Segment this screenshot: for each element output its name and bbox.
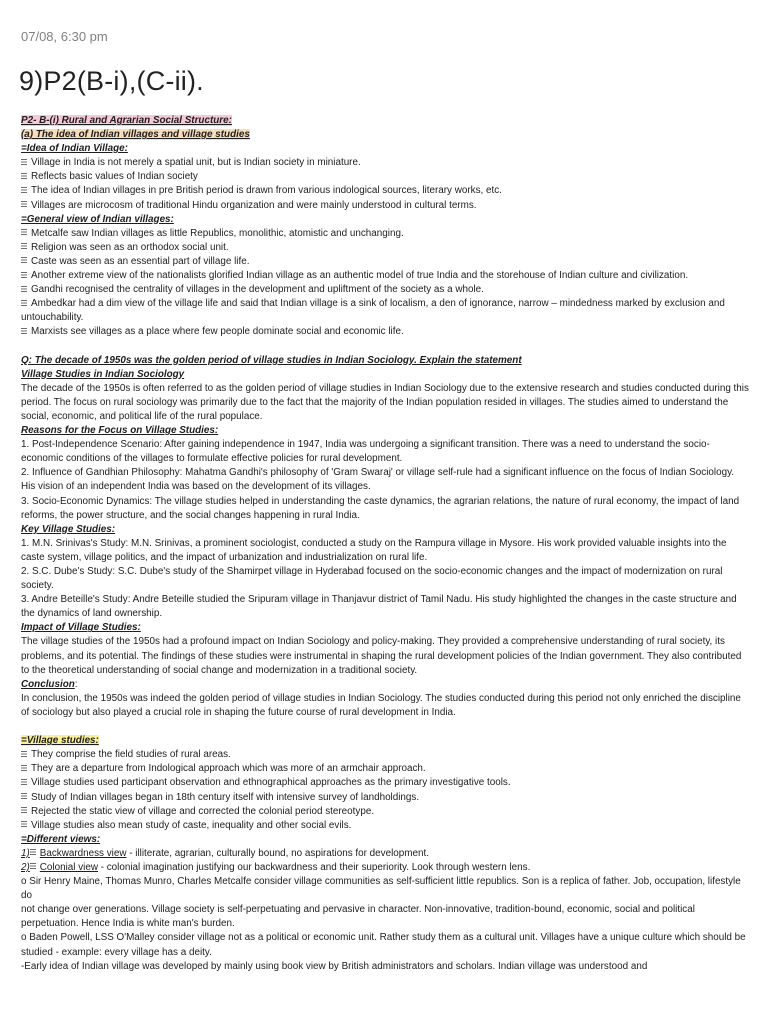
section-heading xyxy=(21,621,751,635)
bullet-item xyxy=(21,283,751,297)
bullet-text: Gandhi recognised the centrality of villages in the development and upliftment of the society as a whole. xyxy=(31,284,484,296)
list-bullet-icon xyxy=(21,243,27,250)
section-heading xyxy=(21,354,751,368)
paragraph: 3. Andre Beteille's Study: Andre Beteille studied the Sripuram village in Thanjavur district of Tamil Nadu. His study highlighted the changes in the caste structure and the dynamics of land ownership. xyxy=(21,594,737,620)
heading-text: (a) The idea of Indian villages and village studies xyxy=(21,129,250,141)
bullet-item xyxy=(21,762,751,776)
paragraph: The village studies of the 1950s had a profound impact on Indian Sociology and policy-making. They provided a comprehensive understanding of rural society, its problems, and its potential. The findings of these studies were instrumental in shaping the rural development policies of the Indian government. They also contributed to the theoretical understanding of social change and modernization in a traditional society. xyxy=(21,636,742,676)
list-bullet-icon xyxy=(21,201,27,208)
bullet-text: Rejected the static view of village and corrected the colonial period stereotype. xyxy=(31,805,375,817)
section-heading xyxy=(21,213,751,227)
bullet-text: The idea of Indian villages in pre British period is drawn from various indological sources, literary works, etc. xyxy=(31,185,502,197)
list-bullet-icon xyxy=(21,751,27,758)
heading-text: Reasons for the Focus on Village Studies: xyxy=(21,425,219,437)
bullet-text: Village studies also mean study of caste, inequality and other social evils. xyxy=(31,819,352,831)
view-label: Colonial view xyxy=(39,861,98,873)
view-label: Backwardness view xyxy=(39,847,127,859)
section-heading xyxy=(21,142,751,156)
conclusion-heading xyxy=(21,678,751,692)
list-bullet-icon xyxy=(21,300,27,307)
list-bullet-icon xyxy=(21,807,27,814)
paragraph: 2. Influence of Gandhian Philosophy: Mahatma Gandhi's philosophy of 'Gram Swaraj' or village self-rule had a significant influence on the focus of Indian Sociology. His vision of an independent India was based on the development of its villages. xyxy=(21,467,735,493)
paragraph: 3. Socio-Economic Dynamics: The village studies helped in understanding the caste dynamics, the agrarian relations, the nature of rural economy, the impact of land reforms, the power structure, and the social changes happening in rural India. xyxy=(21,495,740,521)
bullet-text: Marxists see villages as a place where few people dominate social and economic life. xyxy=(31,326,404,338)
bullet-text: Village in India is not merely a spatial unit, but is Indian society in miniature. xyxy=(31,157,361,169)
paragraph: not change over generations. Village society is self-perpetuating and pervasive in character. Non-innovative, tradition-bound, economic, social and political perpetuation. Hence India is white man's burden. xyxy=(21,904,695,930)
list-bullet-icon xyxy=(21,187,27,194)
section-heading xyxy=(21,424,751,438)
bullet-text: Another extreme view of the nationalists glorified Indian village as an authentic model of true India and the storehouse of Indian culture and civilization. xyxy=(31,270,689,282)
section-heading xyxy=(21,114,751,128)
bullet-item xyxy=(21,748,751,762)
view-description: - illiterate, agrarian, culturally bound, no aspirations for development. xyxy=(126,847,429,859)
bullet-text: Caste was seen as an essential part of village life. xyxy=(31,255,250,267)
paragraph: o Baden Powell, LSS O'Malley consider village not as a political or economic unit. Rather study them as a cultural unit. Villages have a unique culture which should be studied - example: every village has a deity. xyxy=(21,932,746,958)
heading-text: =General view of Indian villages: xyxy=(21,213,174,225)
section-heading xyxy=(21,833,751,847)
section-heading xyxy=(21,523,751,537)
bullet-text: Metcalfe saw Indian villages as little Republics, monolithic, atomistic and unchanging. xyxy=(31,227,404,239)
paragraph: 1. Post-Independence Scenario: After gaining independence in 1947, India was undergoing a significant transition. There was a need to understand the socio-economic conditions of the villages to formulate effective policies for rural development. xyxy=(21,439,710,465)
heading-text: Impact of Village Studies: xyxy=(21,622,141,634)
heading-text: =Idea of Indian Village: xyxy=(21,143,128,155)
paragraph: -Early idea of Indian village was developed by mainly using book view by British administrators and scholars. Indian village was understood and xyxy=(21,960,648,972)
view-number: 1) xyxy=(21,847,30,859)
list-bullet-icon xyxy=(21,765,27,772)
paragraph: In conclusion, the 1950s was indeed the golden period of village studies in Indian Sociology. The studies conducted during this period not only enriched the discipline of sociology but also played a crucial role in shaping the future course of rural development in India. xyxy=(21,692,741,718)
list-bullet-icon xyxy=(30,863,36,870)
heading-suffix: : xyxy=(74,678,78,690)
heading-text: P2- B-(i) Rural and Agrarian Social Structure: xyxy=(21,115,232,126)
bullet-text: Reflects basic values of Indian society xyxy=(31,171,198,183)
list-bullet-icon xyxy=(21,328,27,335)
bullet-text: They are a departure from Indological approach which was more of an armchair approach. xyxy=(31,763,426,775)
list-bullet-icon xyxy=(30,849,36,856)
list-bullet-icon xyxy=(21,779,27,786)
bullet-item xyxy=(21,170,751,184)
note-body xyxy=(21,114,751,974)
heading-text: Q: The decade of 1950s was the golden period of village studies in Indian Sociology. Explain the statement xyxy=(21,354,522,366)
note-title: 9)P2(B-i),(C-ii). xyxy=(19,66,204,96)
list-bullet-icon xyxy=(21,257,27,264)
list-bullet-icon xyxy=(21,286,27,293)
list-bullet-icon xyxy=(21,821,27,828)
heading-text: =Village studies: xyxy=(21,735,99,747)
bullet-item xyxy=(21,227,751,241)
bullet-item xyxy=(21,325,751,339)
bullet-text: Study of Indian villages began in 18th century itself with intensive survey of landholdings. xyxy=(31,791,420,803)
bullet-item xyxy=(21,805,751,819)
bullet-text: Village studies used participant observation and ethnographical approaches as the primary investigative tools. xyxy=(31,777,511,789)
bullet-item xyxy=(21,255,751,269)
bullet-item xyxy=(21,297,751,325)
heading-text: =Different views: xyxy=(21,833,101,845)
section-heading xyxy=(21,128,751,142)
list-bullet-icon xyxy=(21,793,27,800)
bullet-text: Ambedkar had a dim view of the village life and said that Indian village is a sink of localism, a den of ignorance, narrow – mindedness marked by exclusion and untouchability. xyxy=(21,298,725,324)
blank-line xyxy=(21,720,751,734)
view-item xyxy=(21,861,751,875)
heading-text: Key Village Studies: xyxy=(21,523,116,535)
bullet-item xyxy=(21,269,751,283)
bullet-item xyxy=(21,241,751,255)
paragraph: o Sir Henry Maine, Thomas Munro, Charles Metcalfe consider village communities as self-sufficient little republics. Son is a replica of father. Job, occupation, lifestyle do xyxy=(21,876,741,902)
list-bullet-icon xyxy=(21,173,27,180)
bullet-text: Villages are microcosm of traditional Hindu organization and were mainly understood in cultural terms. xyxy=(31,199,477,211)
bullet-item xyxy=(21,776,751,790)
bullet-item xyxy=(21,184,751,198)
paragraph: 1. M.N. Srinivas's Study: M.N. Srinivas, a prominent sociologist, conducted a study on the Rampura village in Mysore. His work provided valuable insights into the caste system, village politics, and the impact of urbanization and industrialization on rural life. xyxy=(21,537,727,563)
bullet-item xyxy=(21,199,751,213)
list-bullet-icon xyxy=(21,272,27,279)
note-timestamp: 07/08, 6:30 pm xyxy=(21,29,108,44)
paragraph: 2. S.C. Dube's Study: S.C. Dube's study of the Shamirpet village in Hyderabad focused on the socio-economic changes and the impact of modernization on rural society. xyxy=(21,566,723,592)
bullet-item xyxy=(21,791,751,805)
list-bullet-icon xyxy=(21,159,27,166)
list-bullet-icon xyxy=(21,229,27,236)
heading-text: Village Studies in Indian Sociology xyxy=(21,368,185,380)
view-description: - colonial imagination justifying our backwardness and their superiority. Look through western lens. xyxy=(97,861,531,873)
view-number: 2) xyxy=(21,861,30,873)
section-heading xyxy=(21,368,751,382)
view-item xyxy=(21,847,751,861)
bullet-item xyxy=(21,819,751,833)
heading-text: Conclusion xyxy=(21,678,75,690)
section-heading xyxy=(21,734,751,748)
paragraph: The decade of the 1950s is often referred to as the golden period of village studies in Indian Sociology due to the extensive research and studies conducted during this period. The focus on rural sociology was primarily due to the fact that the majority of the Indian population resided in villages. The studies aimed to understand the social, economic, and political life of the rural populace. xyxy=(21,382,749,422)
bullet-text: They comprise the field studies of rural areas. xyxy=(31,749,231,761)
bullet-item xyxy=(21,156,751,170)
bullet-text: Religion was seen as an orthodox social unit. xyxy=(31,241,229,253)
blank-line xyxy=(21,340,751,354)
